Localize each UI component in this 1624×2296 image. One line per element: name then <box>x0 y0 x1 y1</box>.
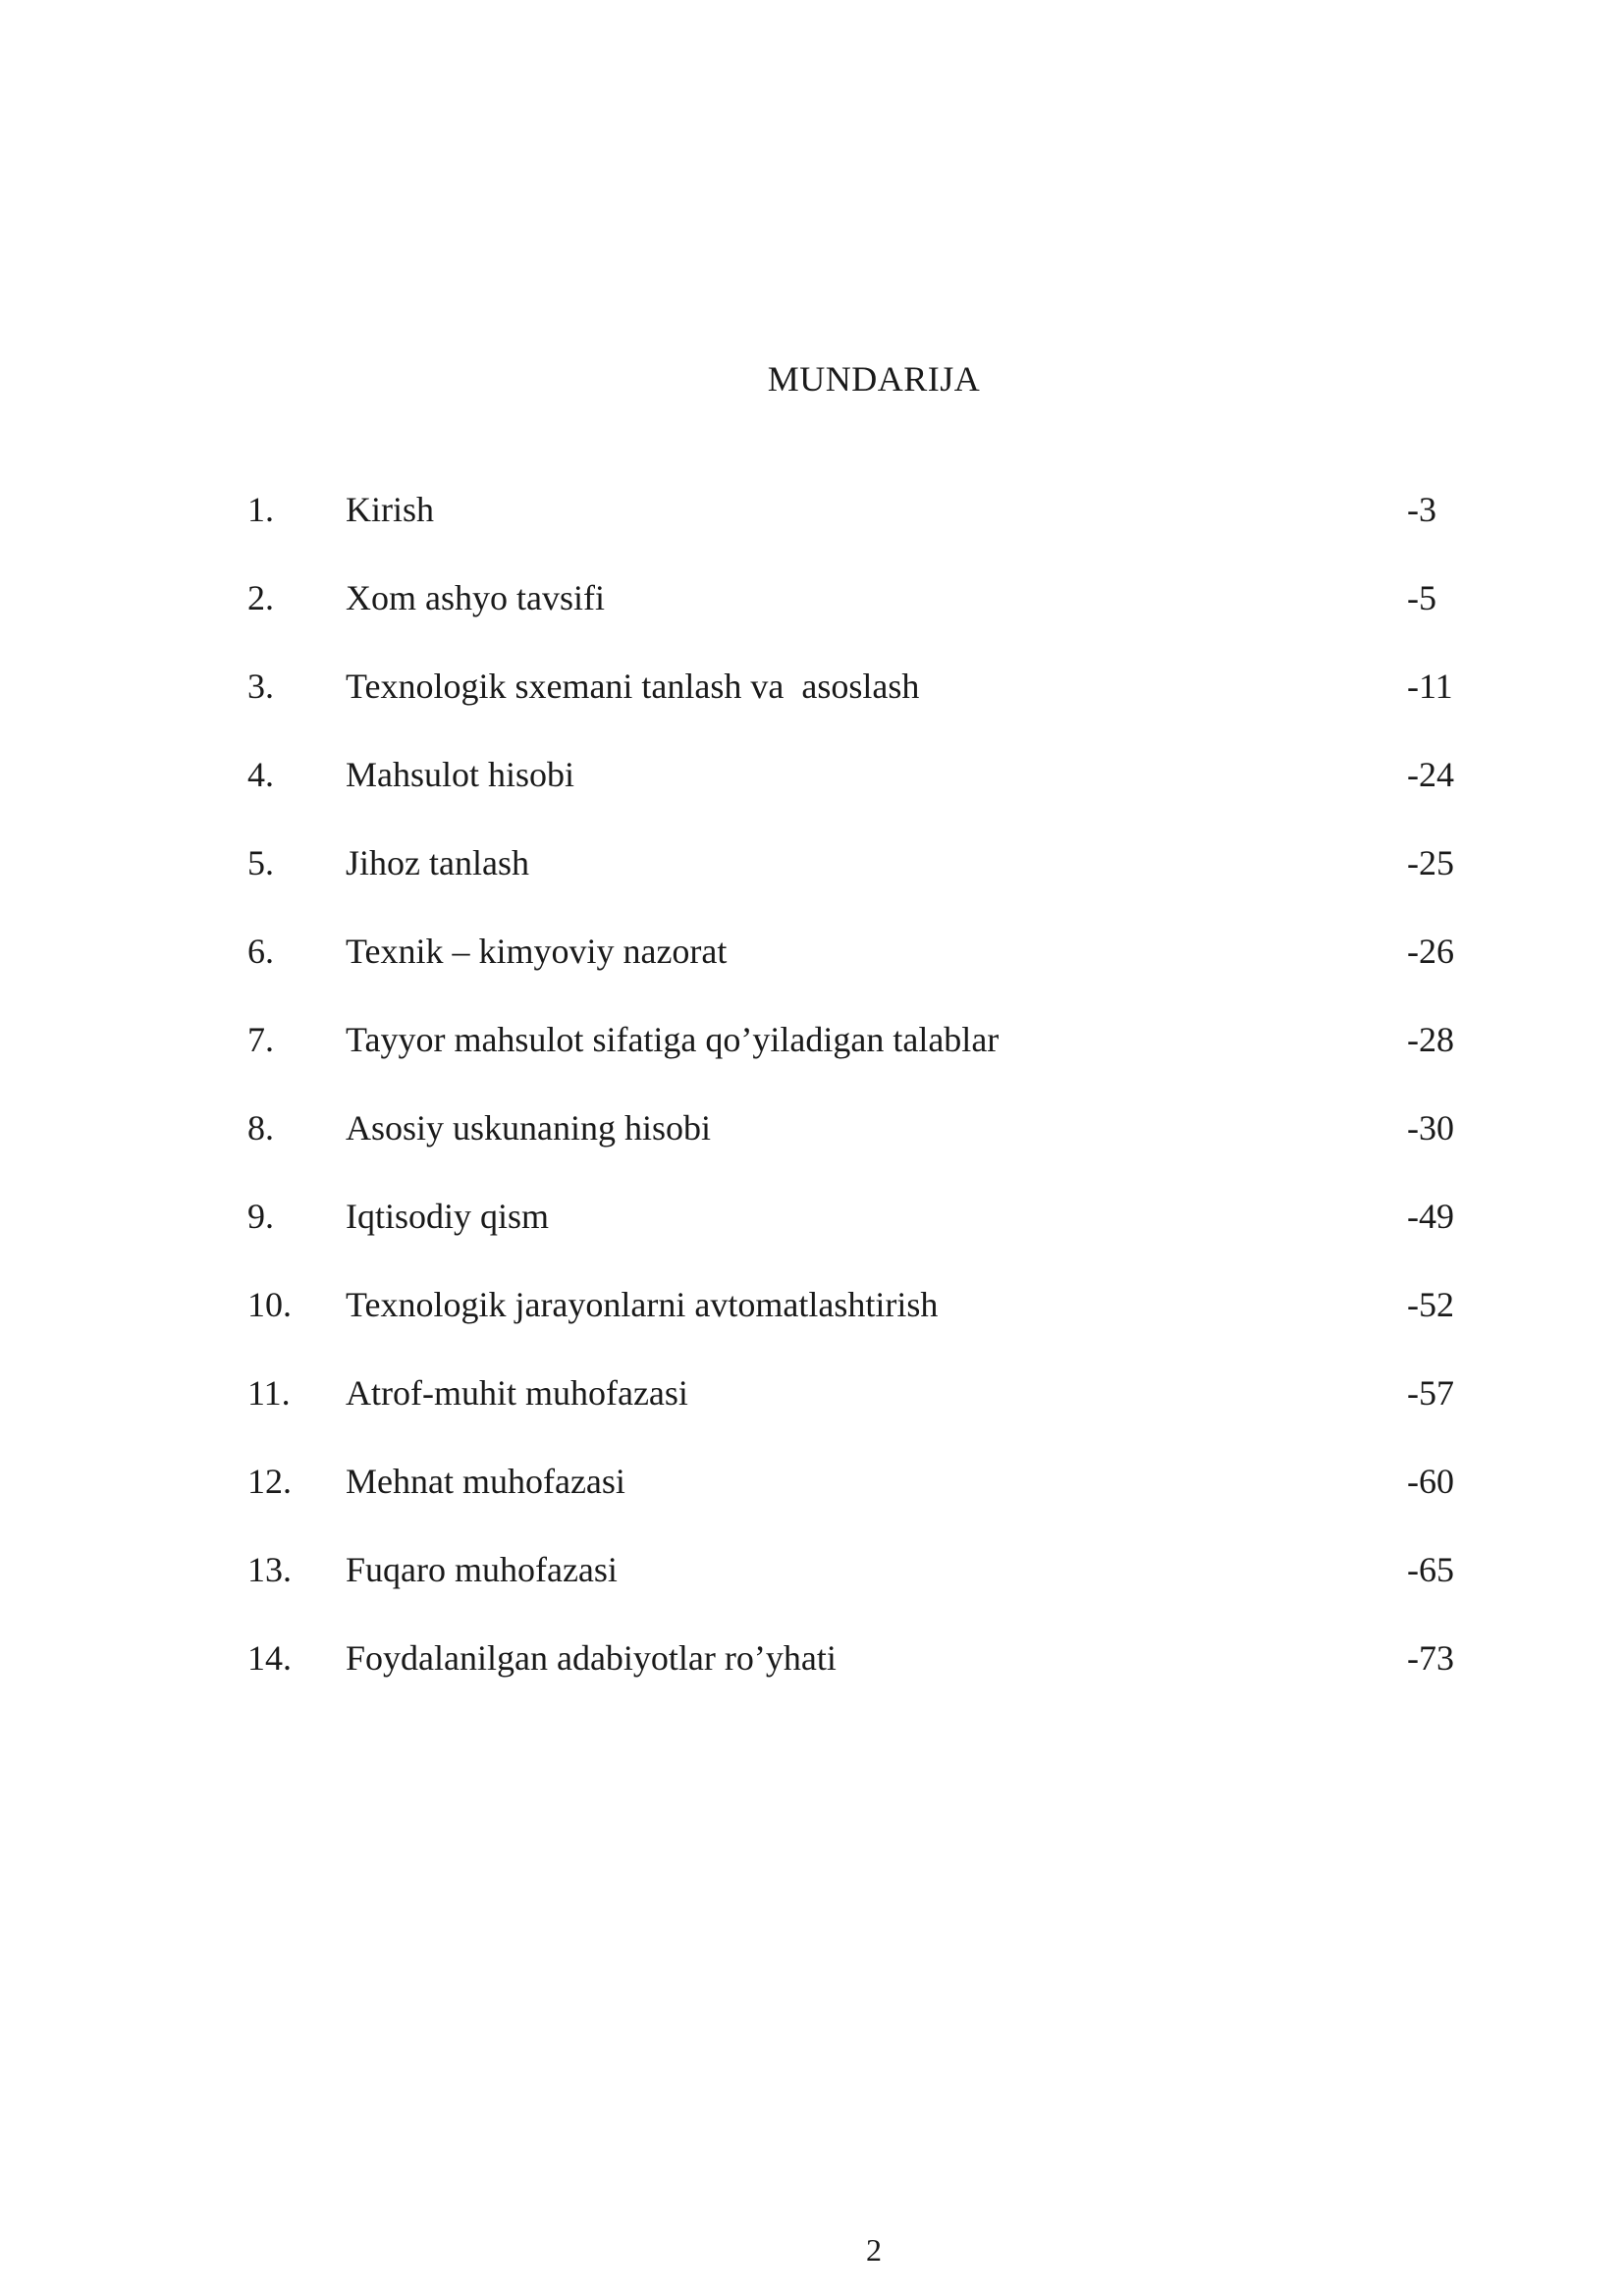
toc-entry <box>0 663 1624 751</box>
toc-entry-number: 10. <box>247 1285 292 1324</box>
toc-entry-page: -11 <box>1407 667 1453 706</box>
toc-entry <box>0 1369 1624 1458</box>
toc-entry <box>0 1193 1624 1281</box>
toc-entry-number: 9. <box>247 1197 274 1236</box>
toc-entry-title: Texnologik jarayonlarni avtomatlashtirish <box>346 1285 939 1324</box>
toc-entry-title: Foydalanilgan adabiyotlar ro’yhati <box>346 1638 837 1678</box>
toc-entry-page: -49 <box>1407 1197 1454 1236</box>
toc-entry-number: 13. <box>247 1550 292 1589</box>
page-title: MUNDARIJA <box>767 359 981 399</box>
toc-entry-title: Atrof-muhit muhofazasi <box>346 1373 688 1413</box>
toc-entry-title: Mahsulot hisobi <box>346 755 575 794</box>
toc-entry <box>0 751 1624 839</box>
toc-entry <box>0 1634 1624 1723</box>
toc-entry-title: Fuqaro muhofazasi <box>346 1550 618 1589</box>
toc-entry <box>0 928 1624 1016</box>
toc-entry-title: Jihoz tanlash <box>346 843 529 882</box>
toc-entry-number: 12. <box>247 1462 292 1501</box>
toc-entry-number: 11. <box>247 1373 291 1413</box>
toc-entry-title: Asosiy uskunaning hisobi <box>346 1108 712 1148</box>
toc-entry-page: -60 <box>1407 1462 1454 1501</box>
toc-entry <box>0 574 1624 663</box>
toc-entry-page: -57 <box>1407 1373 1454 1413</box>
toc-entry-number: 2. <box>247 578 274 617</box>
toc-entry-number: 1. <box>247 490 274 529</box>
toc-entry <box>0 486 1624 574</box>
toc-entry-title: Iqtisodiy qism <box>346 1197 550 1236</box>
toc-entry <box>0 1546 1624 1634</box>
table-of-contents <box>0 486 1624 1723</box>
toc-entry-title: Texnologik sxemani tanlash va asoslash <box>346 667 920 706</box>
toc-entry-title: Texnik – kimyoviy nazorat <box>346 932 728 971</box>
toc-entry-page: -5 <box>1407 578 1436 617</box>
toc-entry <box>0 1016 1624 1104</box>
toc-entry <box>0 1458 1624 1546</box>
toc-entry-number: 5. <box>247 843 274 882</box>
toc-entry-number: 7. <box>247 1020 274 1059</box>
toc-entry-page: -65 <box>1407 1550 1454 1589</box>
toc-entry-title: Tayyor mahsulot sifatiga qo’yiladigan talablar <box>346 1020 1000 1059</box>
toc-entry-page: -30 <box>1407 1108 1454 1148</box>
toc-entry-page: -28 <box>1407 1020 1454 1059</box>
toc-entry-title: Xom ashyo tavsifi <box>346 578 605 617</box>
toc-entry-page: -52 <box>1407 1285 1454 1324</box>
toc-entry <box>0 1104 1624 1193</box>
toc-entry-page: -26 <box>1407 932 1454 971</box>
toc-entry <box>0 839 1624 928</box>
toc-entry <box>0 1281 1624 1369</box>
toc-entry-page: -73 <box>1407 1638 1454 1678</box>
toc-entry-number: 6. <box>247 932 274 971</box>
toc-entry-page: -24 <box>1407 755 1454 794</box>
toc-entry-title: Mehnat muhofazasi <box>346 1462 625 1501</box>
toc-entry-title: Kirish <box>346 490 434 529</box>
toc-entry-number: 4. <box>247 755 274 794</box>
toc-entry-number: 14. <box>247 1638 292 1678</box>
toc-entry-page: -3 <box>1407 490 1436 529</box>
toc-entry-page: -25 <box>1407 843 1454 882</box>
page-number: 2 <box>866 2232 882 2268</box>
toc-entry-number: 8. <box>247 1108 274 1148</box>
toc-entry-number: 3. <box>247 667 274 706</box>
